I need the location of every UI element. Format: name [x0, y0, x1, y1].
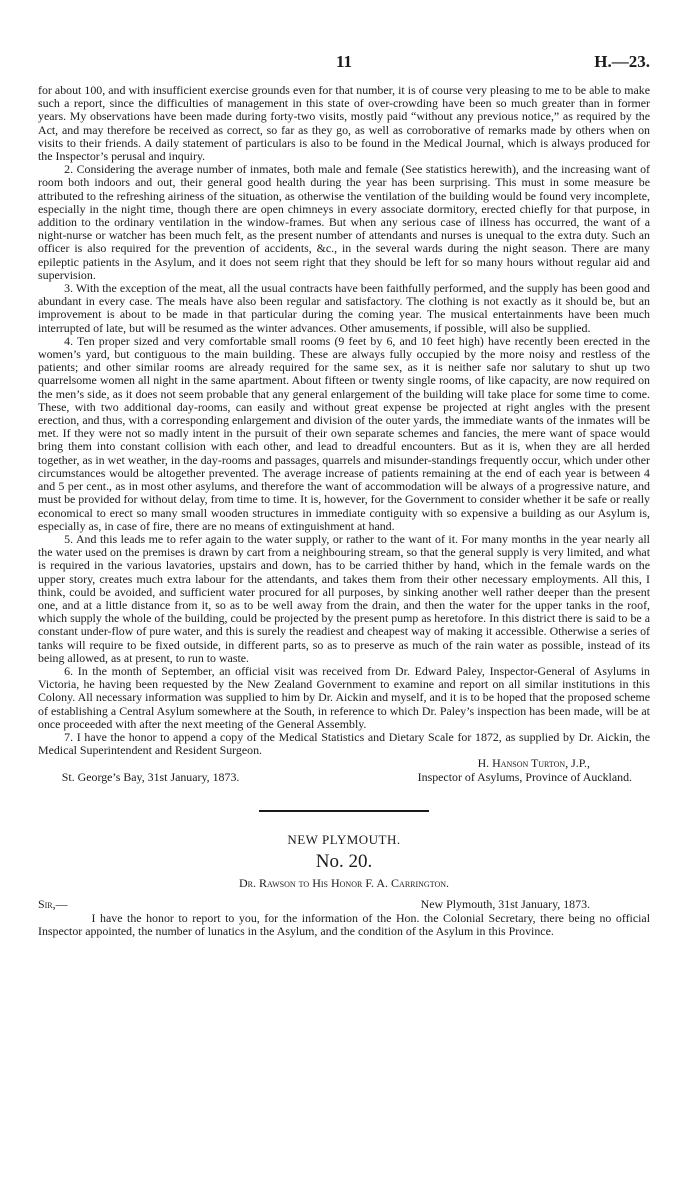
salutation: Sir,—: [38, 896, 68, 911]
paragraph-2: 2. Considering the average number of inmates, both male and female (See statistics herewith), and the increasing want of room both indoors and out, their general good health during the year has been surprising. This must in some measure be attributed to the refreshing airiness of the situation, as otherwise the ventilation of the building would be found very incomplete, especially in the night time, though there are open chimneys in every associate dormitory, erected chiefly for that purpose, in addition to the ordinary ventilation in the window-frames. But when any serious case of illness has occurred, the want of a night-nurse or watcher has been much felt, as the present number of attendants and nurses is unequal to the extra duty. Such an officer is also required for the prevention of accidents, &c., in the several wards during the night season. There are many epileptic patients in the Asylum, and it does not seem right that they should be left for so many hours without regular aid and supervision.: [38, 162, 650, 282]
signature-place-date: St. George’s Bay, 31st January, 1873.: [61, 769, 240, 784]
paragraph-continued: for about 100, and with insufficient exercise grounds even for that number, it is of course very pleasing to me to be able to make such a report, since the difficulties of management in this state of over-crowding have been so much greater than in former years. My observations have been made during forty-two visits, mostly paid “without any previous notice,” as required by the Act, and may therefore be received as correct, so far as they go, as well as corroborative of remarks made by others when on visits to their friends. A daily statement of particulars is also to be found in the Medical Journal, which is always produced for the Inspector’s perusal and inquiry.: [38, 83, 650, 164]
section-divider: [259, 810, 429, 812]
letter-opening: I have the honor to report to you, for the information of the Hon. the Colonial Secretary, there being no official Inspector appointed, the number of lunatics in the Asylum, and the condition of the Asylum in this Province.: [38, 910, 650, 938]
report-body: [38, 84, 650, 757]
correspondence-line: Dr. Rawson to His Honor F. A. Carrington.: [238, 875, 449, 890]
signature-role: Inspector of Asylums, Province of Auckland.: [417, 769, 632, 784]
document-reference: H.—23.: [594, 52, 650, 71]
signature-name-text: H. Hanson Turton, J.P.,: [477, 756, 590, 771]
signature-row: [38, 771, 650, 784]
letter-date: New Plymouth, 31st January, 1873.: [420, 896, 590, 911]
letter-body: [38, 912, 650, 938]
paragraph-4: 4. Ten proper sized and very comfortable small rooms (9 feet by 6, and 10 feet high) have recently been erected in the women’s yard, but contiguous to the main building. These are always fully occupied by the more noisy and restless of the patients; and other similar rooms are already required for the same sex, as it is neither safe nor salutary to shut up two quarrelsome women all night in the same apartment. About fifteen or twenty single rooms, of like capacity, are now required on the men’s side, as it does not seem probable that any general enlargement of the building will take place for some time to come. These, with two additional day-rooms, can easily and without great expense be projected at right angles with the present erection, and thus, with a corresponding enlargement and division of the outer yards, the immediate wants of the inmates will be met. If they were not so madly intent in the pursuit of their own separate schemes and fancies, the mere want of space would bring them into constant collision with each other, and lead to dreadful encounters. But as it is, when they are all herded together, as in wet weather, in the day-rooms and passages, quarrels and misunder-standings frequently occur, which under other circumstances would be altogether prevented. The average increase of patients remaining at the end of each year is between 4 and 5 per cent., as in most other asylums, and therefore the want of accommodation will be always of a progressive nature, and must be provided for without delay, from time to time. It is, however, for the Government to consider whether it be safe or really economical to erect so many small wooden structures in immediate contiguity with so expensive a building as our Asylum is, especially as, in case of fire, there are no means of extinguishment at hand.: [38, 333, 650, 533]
letter-number: No. 20.: [315, 850, 373, 872]
section-title: NEW PLYMOUTH.: [287, 831, 401, 847]
paragraph-5: 5. And this leads me to refer again to the water supply, or rather to the want of it. For many months in the year nearly all the water used on the premises is drawn by cart from a neighbouring stream, so that the general supply is very limited, and what is required in the various lavatories, upstairs and down, has to be carried thither by hand, which in the female wards on the upper story, creates much extra labour for the attendants, and takes them from their other necessary employments. All this, I think, could be avoided, and sufficient water procured for all purposes, by sinking another well rather deeper than the present one, and at a little distance from it, so as to be well away from the drain, and then the water for the upper tanks in the roof, which supply the whole of the building, could be projected by the present pump as heretofore. In this district there is said to be a constant under-flow of pure water, and this is surely the readiest and cheapest way of making it accessible. Otherwise a series of tanks will require to be fixed outside, in different parts, so as to preserve as much of the rain water as possible, instead of its being allowed, as at present, to run to waste.: [38, 531, 650, 665]
paragraph-3: 3. With the exception of the meat, all the usual contracts have been faithfully performed, and the supply has been good and abundant in every case. The meals have also been regular and satisfactory. The clothing is not exactly as it should be, but an improvement is about to be made in that particular during the coming year. The musical entertainments have been much interrupted of late, but will be resumed as the winter advances. Other amusements, if possible, will also be supplied.: [38, 281, 650, 335]
page-header: [38, 0, 650, 84]
paragraph-6: 6. In the month of September, an official visit was received from Dr. Edward Paley, Inspector-General of Asylums in Victoria, he having been requested by the New Zealand Government to examine and report on all similar institutions in this Colony. All necessary information was supplied to him by Dr. Aickin and myself, and it is to be hoped that the proposed scheme of establishing a Central Asylum somewhere at the South, in reference to which Dr. Paley’s inspection has been made, will be at once proceeded with after the next meeting of the General Assembly.: [38, 663, 650, 731]
salutation-row: [38, 897, 650, 912]
page-number: 11: [335, 52, 353, 71]
signature-name: [38, 757, 650, 770]
paragraph-7: 7. I have the honor to append a copy of the Medical Statistics and Dietary Scale for 1872, as supplied by Dr. Aickin, the Medical Superintendent and Resident Surgeon.: [38, 729, 650, 758]
